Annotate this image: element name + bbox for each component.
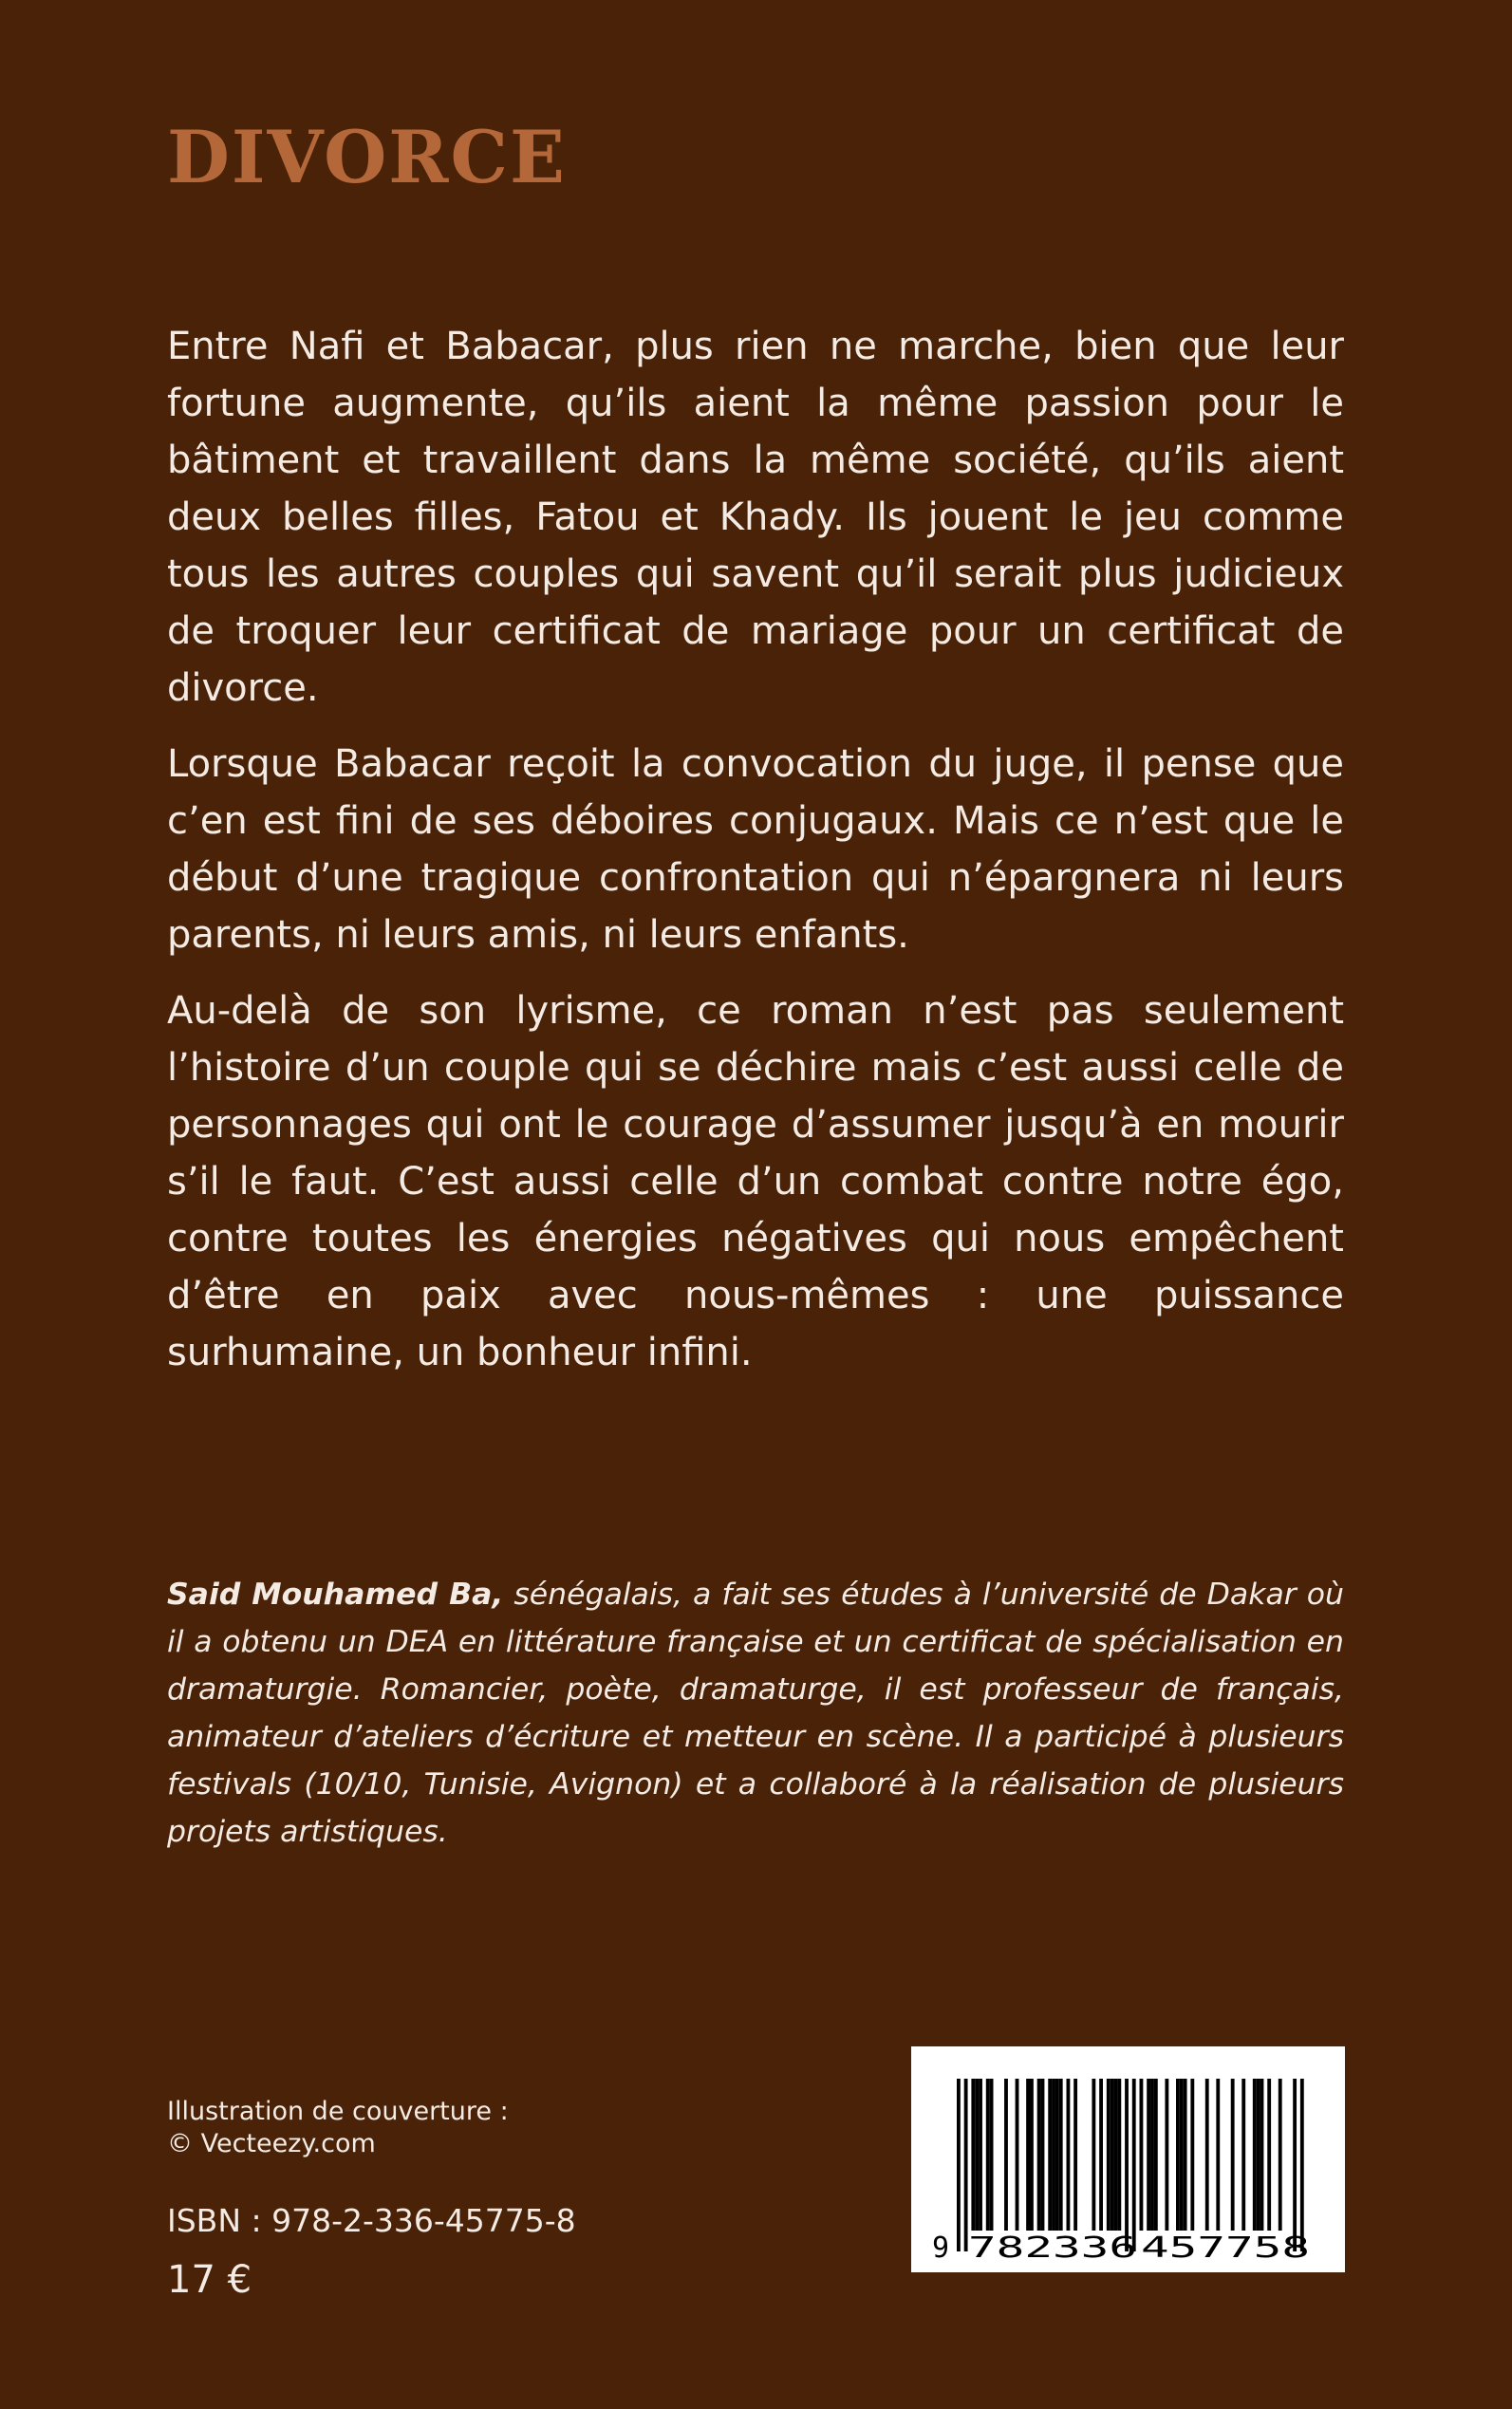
barcode-bar [1147,2079,1150,2231]
cover-credits [167,2096,509,2160]
barcode-digit-first: 9 [932,2232,950,2265]
barcode-bar [971,2079,975,2231]
summary-paragraph-1: Entre Nafi et Babacar, plus rien ne marche, bien que leur fortune augmente, qu’ils aient la même passion pour le bâtiment et travaillent dans la même société, qu’ils aient deux belles filles, Fatou et Khady. Ils jouent le jeu comme tous les autres couples qui savent qu’il serait plus judicieux de troquer leur certificat de mariage pour un certificat de divorce. [167,325,1344,710]
barcode-digits-right: 457758 [1141,2232,1310,2265]
barcode-bar [1165,2079,1168,2231]
barcode-bar [1114,2079,1118,2231]
barcode-bar [1048,2079,1052,2231]
barcode-bar [1026,2079,1030,2231]
author-bio-block [167,1571,1344,1856]
summary-paragraph-2: Lorsque Babacar reçoit la convocation du juge, il pense que c’en est fini de ses déboires conjugaux. Mais ce n’est que le début d’une tragique confrontation qui n’épargnera ni leurs parents, ni leurs amis, ni leurs enfants. [167,742,1344,957]
barcode-bar [1055,2079,1059,2231]
barcode-bar [1052,2079,1055,2231]
barcode-bar [1154,2079,1158,2231]
barcode-bar [986,2079,990,2231]
barcode-bar [1125,2079,1129,2251]
barcode-bar [1205,2079,1209,2231]
barcode-bar [1241,2079,1245,2231]
credit-source: © Vecteezy.com [167,2129,376,2158]
barcode-bar [1041,2079,1045,2231]
barcode-bar [990,2079,994,2231]
barcode-bar [1267,2079,1271,2231]
book-title: DIVORCE [167,115,567,199]
barcode-bar [1231,2079,1235,2231]
barcode-bar [1150,2079,1154,2231]
author-bio: sénégalais, a fait ses études à l’université de Dakar où il a obtenu un DEA en littérature française et un certificat de spécialisation en dramaturgie. Romancier, poète, dramaturge, il est professeur de français, animateur d’ateliers d’écriture et metteur en scène. Il a participé à plusieurs festivals (10/10, Tunisie, Avignon) et a collaboré à la réalisation de plusieurs projets artistiques. [167,1578,1344,1849]
barcode-bar [1016,2079,1019,2231]
barcode-bar [1132,2079,1136,2251]
barcode-bar [1253,2079,1257,2231]
barcode-bar [1067,2079,1071,2231]
barcode-bar [1293,2079,1297,2251]
barcode-bar [1099,2079,1103,2231]
barcode-bar [979,2079,982,2231]
isbn-number: ISBN : 978-2-336-45775-8 [167,2202,576,2239]
barcode-bar [1300,2079,1304,2251]
barcode-bar [1073,2079,1077,2231]
barcode-bar [1059,2079,1063,2231]
barcode-bar [1257,2079,1260,2231]
barcode-panel [911,2046,1345,2272]
barcode-bar [1092,2079,1095,2231]
book-price: 17 € [167,2258,252,2302]
barcode-bars [957,2079,1304,2251]
barcode-digits-left: 782336 [968,2232,1137,2265]
barcode-bar [1140,2079,1144,2231]
barcode-bar [1279,2079,1282,2231]
barcode-bar [964,2079,968,2251]
barcode-bar [1117,2079,1121,2231]
barcode-bar [1030,2079,1034,2231]
barcode-bar [1216,2079,1220,2231]
author-bio-paragraph [167,1571,1344,1856]
summary-paragraph-3: Au-delà de son lyrisme, ce roman n’est pas seulement l’histoire d’un couple qui se déchire mais c’est aussi celle de personnages qui ont le courage d’assumer jusqu’à en mourir s’il le faut. C’est aussi celle d’un combat contre notre égo, contre toutes les énergies négatives qui nous empêchent d’être en paix avec nous-mêmes : une puissance surhumaine, un bonheur infini. [167,989,1344,1374]
barcode-bar [1004,2079,1008,2231]
credit-label: Illustration de couverture : [167,2097,509,2126]
author-name: Said Mouhamed Ba, [167,1578,504,1612]
barcode-bar [1176,2079,1180,2231]
barcode-bar [1107,2079,1111,2231]
barcode-bar [1190,2079,1194,2231]
barcode-bar [1180,2079,1184,2231]
barcode-bar [1260,2079,1264,2231]
barcode-bar [1037,2079,1041,2231]
barcode-bar [1184,2079,1187,2231]
barcode-bar [1111,2079,1114,2231]
book-summary [167,318,1344,1400]
barcode-bar [957,2079,961,2251]
barcode-bar [975,2079,979,2231]
barcode-icon [911,2046,1345,2272]
